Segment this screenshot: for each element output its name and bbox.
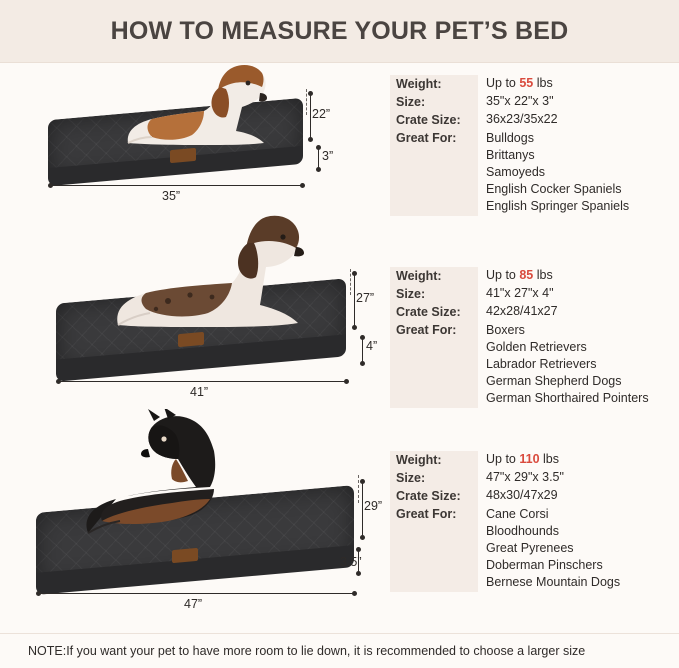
list-item: Cane Corsi xyxy=(486,507,549,521)
spec-table-medium xyxy=(390,75,629,216)
table-row xyxy=(390,487,620,505)
table-row xyxy=(390,451,620,469)
dim-dot xyxy=(356,571,361,576)
value-great-for xyxy=(478,321,649,408)
list-item: Bulldogs xyxy=(486,131,534,145)
dimension-width-large: 27” xyxy=(356,291,375,305)
dog-illustration-doberman xyxy=(64,409,314,555)
dim-dot xyxy=(316,145,321,150)
weight-suffix: lbs xyxy=(533,76,553,90)
dimension-height-medium: 3” xyxy=(322,149,334,163)
value-weight xyxy=(478,75,629,93)
dimension-length-large: 41” xyxy=(190,385,209,399)
weight-number: 85 xyxy=(519,268,534,282)
bed-illustration-medium xyxy=(0,63,390,211)
page-footer xyxy=(0,633,679,668)
dim-dot xyxy=(352,325,357,330)
weight-prefix: Up to xyxy=(486,452,520,466)
weight-number: 110 xyxy=(519,452,540,466)
label-crate-size: Crate Size: xyxy=(390,111,478,129)
list-item: Boxers xyxy=(486,323,525,337)
list-item: Doberman Pinschers xyxy=(486,558,603,572)
value-size: 47"x 29"x 3.5" xyxy=(486,470,564,484)
label-crate-size: Crate Size: xyxy=(390,487,478,505)
dimension-line-length xyxy=(58,381,346,382)
dimension-line-height xyxy=(362,337,363,363)
value-great-for xyxy=(478,129,629,216)
label-size: Size: xyxy=(390,285,478,303)
dog-illustration-pointer xyxy=(98,205,328,345)
value-great-for xyxy=(478,505,620,592)
bed-row-large xyxy=(0,211,679,409)
table-row xyxy=(390,303,649,321)
bed-row-xlarge xyxy=(0,409,679,615)
table-row xyxy=(390,469,620,487)
dim-dot xyxy=(352,591,357,596)
label-weight: Weight: xyxy=(390,75,478,93)
table-row xyxy=(390,93,629,111)
dim-dot xyxy=(344,379,349,384)
spec-table-xlarge xyxy=(390,451,620,592)
dimension-height-xlarge: 3.5” xyxy=(340,555,362,569)
weight-prefix: Up to xyxy=(486,268,520,282)
dimension-line-depth xyxy=(362,481,363,537)
list-item: Brittanys xyxy=(486,148,535,162)
bed-illustration-xlarge xyxy=(0,409,390,615)
table-row xyxy=(390,267,649,285)
dimension-line-depth xyxy=(354,273,355,327)
list-item: Great Pyrenees xyxy=(486,541,574,555)
table-row xyxy=(390,111,629,129)
value-weight xyxy=(478,267,649,285)
value-weight xyxy=(478,451,620,469)
dimension-length-xlarge: 47” xyxy=(184,597,203,611)
list-item: Labrador Retrievers xyxy=(486,357,597,371)
label-size: Size: xyxy=(390,469,478,487)
dim-dot xyxy=(308,137,313,142)
dim-dot xyxy=(36,591,41,596)
label-great-for: Great For: xyxy=(390,321,478,408)
label-great-for: Great For: xyxy=(390,129,478,216)
dim-dot xyxy=(56,379,61,384)
weight-suffix: lbs xyxy=(533,268,553,282)
label-weight: Weight: xyxy=(390,267,478,285)
dim-dot xyxy=(360,479,365,484)
bed-row-medium xyxy=(0,63,679,211)
dimension-line-height xyxy=(318,147,319,169)
dimension-line-length xyxy=(50,185,302,186)
table-row xyxy=(390,505,620,592)
label-great-for: Great For: xyxy=(390,505,478,592)
dimension-height-large: 4” xyxy=(366,339,378,353)
dimension-width-medium: 22” xyxy=(312,107,331,121)
spec-panel-medium xyxy=(390,63,679,211)
dim-dot xyxy=(360,361,365,366)
weight-number: 55 xyxy=(519,76,534,90)
list-item: Bloodhounds xyxy=(486,524,559,538)
footer-note: NOTE:If you want your pet to have more room to lie down, it is recommended to choose a larger size xyxy=(28,644,586,658)
table-row xyxy=(390,321,649,408)
list-item: Samoyeds xyxy=(486,165,546,179)
dog-illustration-brittany xyxy=(108,57,288,162)
dimension-length-medium: 35” xyxy=(162,189,181,203)
bed-illustration-large xyxy=(0,211,390,409)
dim-dot xyxy=(308,91,313,96)
page-title: HOW TO MEASURE YOUR PET’S BED xyxy=(110,16,569,45)
table-row xyxy=(390,285,649,303)
dimension-line-depth xyxy=(310,93,311,139)
spec-table-large xyxy=(390,267,649,408)
value-size: 41"x 27"x 4" xyxy=(486,286,554,300)
spec-panel-large xyxy=(390,211,679,409)
label-weight: Weight: xyxy=(390,451,478,469)
list-item: Golden Retrievers xyxy=(486,340,587,354)
list-item: German Shepherd Dogs xyxy=(486,374,622,388)
value-size: 35"x 22"x 3" xyxy=(486,94,554,108)
table-row xyxy=(390,75,629,93)
page-header xyxy=(0,0,679,63)
label-size: Size: xyxy=(390,93,478,111)
dim-dot xyxy=(48,183,53,188)
weight-prefix: Up to xyxy=(486,76,520,90)
dim-dot xyxy=(356,547,361,552)
list-item: German Shorthaired Pointers xyxy=(486,391,649,405)
value-crate-size: 48x30/47x29 xyxy=(486,488,558,502)
list-item: English Springer Spaniels xyxy=(486,199,630,213)
dimension-width-xlarge: 29” xyxy=(364,499,383,513)
spec-panel-xlarge xyxy=(390,409,679,615)
dim-dot xyxy=(316,167,321,172)
list-item: Bernese Mountain Dogs xyxy=(486,575,621,589)
dim-dot xyxy=(360,535,365,540)
list-item: English Cocker Spaniels xyxy=(486,182,622,196)
table-row xyxy=(390,129,629,216)
dimension-line-length xyxy=(38,593,354,594)
value-crate-size: 42x28/41x27 xyxy=(486,304,558,318)
value-crate-size: 36x23/35x22 xyxy=(486,112,558,126)
dim-dot xyxy=(352,271,357,276)
dim-dot xyxy=(300,183,305,188)
weight-suffix: lbs xyxy=(539,452,559,466)
dim-dot xyxy=(360,335,365,340)
label-crate-size: Crate Size: xyxy=(390,303,478,321)
